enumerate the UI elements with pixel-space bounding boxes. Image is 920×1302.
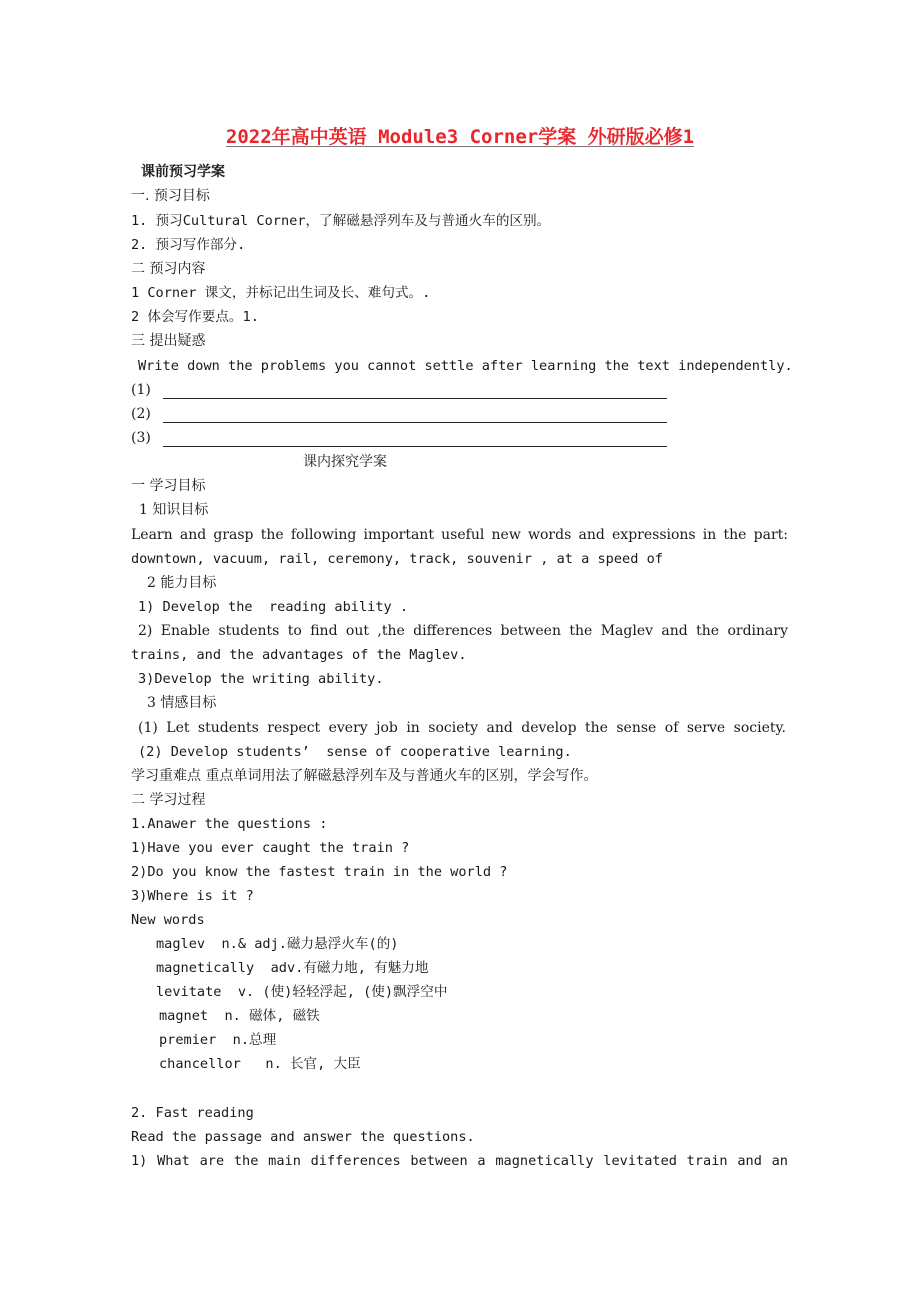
fast-reading-question-1: 1) What are the main differences between a magnetically levitated train and an	[131, 1153, 788, 1169]
in-class-heading: 课内探究学案	[303, 454, 387, 470]
preview-goal-2: 2. 预习写作部分.	[131, 237, 246, 253]
question-3: 3)Where is it ?	[131, 888, 254, 904]
key-points: 学习重难点 重点单词用法了解磁悬浮列车及与普通火车的区别，学会写作。	[131, 768, 598, 784]
preview-content-2: 2 体会写作要点。1.	[131, 309, 259, 325]
knowledge-goal-title: 1 知识目标	[139, 502, 209, 518]
section-learning-goals-title: 一 学习目标	[131, 478, 206, 494]
questions-instruction: Write down the problems you cannot settle after learning the text independently.	[138, 358, 793, 374]
ability-goal-2b: trains, and the advantages of the Maglev.	[131, 647, 467, 663]
fast-reading-instruction: Read the passage and answer the questions.	[131, 1129, 475, 1145]
document-title: 2022年高中英语 Module3 Corner学案 外研版必修1	[225, 126, 695, 148]
preview-goal-1: 1. 预习Cultural Corner，了解磁悬浮列车及与普通火车的区别。	[131, 213, 551, 229]
blank-line-2	[131, 405, 151, 423]
emotion-goal-2: (2) Develop students’ sense of cooperative learning.	[138, 744, 572, 760]
word-entry: levitate v. (使)轻轻浮起, (使)飘浮空中	[156, 984, 448, 1000]
ability-goal-3: 3)Develop the writing ability.	[138, 671, 384, 687]
section-questions-title: 三 提出疑惑	[131, 333, 206, 349]
blank-label-2: (2)	[131, 406, 151, 422]
word-entry: maglev n.& adj.磁力悬浮火车(的)	[156, 936, 399, 952]
section-learning-process-title: 二 学习过程	[131, 792, 206, 808]
ability-goal-2a: 2) Enable students to find out ,the differences between the Maglev and the ordinary	[138, 623, 788, 639]
blank-label-3: (3)	[131, 430, 151, 446]
underline	[163, 398, 667, 399]
emotion-goal-title: 3 情感目标	[147, 695, 217, 711]
question-1: 1)Have you ever caught the train ?	[131, 840, 410, 856]
preview-content-1: 1 Corner 课文，并标记出生词及长、难句式。.	[131, 285, 431, 301]
word-entry: magnet n. 磁体, 磁铁	[159, 1008, 320, 1024]
fast-reading-title: 2. Fast reading	[131, 1105, 254, 1121]
underline	[163, 422, 667, 423]
answer-questions-title: 1.Anawer the questions :	[131, 816, 328, 832]
ability-goal-title: 2 能力目标	[147, 575, 217, 591]
blank-line-3	[131, 429, 151, 447]
word-entry: chancellor n. 长官, 大臣	[159, 1056, 361, 1072]
blank-line-1	[131, 381, 151, 399]
section-preview-content-title: 二 预习内容	[131, 261, 206, 277]
blank-label-1: (1)	[131, 382, 151, 398]
pre-class-heading: 课前预习学案	[141, 164, 225, 180]
section-preview-goals-title: 一. 预习目标	[131, 188, 210, 204]
underline	[163, 446, 667, 447]
knowledge-goal-line-1: Learn and grasp the following important useful new words and expressions in the part:	[131, 527, 788, 543]
emotion-goal-1: (1) Let students respect every job in society and develop the sense of serve society.	[138, 720, 786, 736]
word-entry: premier n.总理	[159, 1032, 277, 1048]
knowledge-goal-line-2: downtown, vacuum, rail, ceremony, track, souvenir , at a speed of	[131, 551, 663, 567]
new-words-title: New words	[131, 912, 205, 928]
question-2: 2)Do you know the fastest train in the world ?	[131, 864, 508, 880]
ability-goal-1: 1) Develop the reading ability .	[138, 599, 409, 615]
word-entry: magnetically adv.有磁力地, 有魅力地	[156, 960, 429, 976]
